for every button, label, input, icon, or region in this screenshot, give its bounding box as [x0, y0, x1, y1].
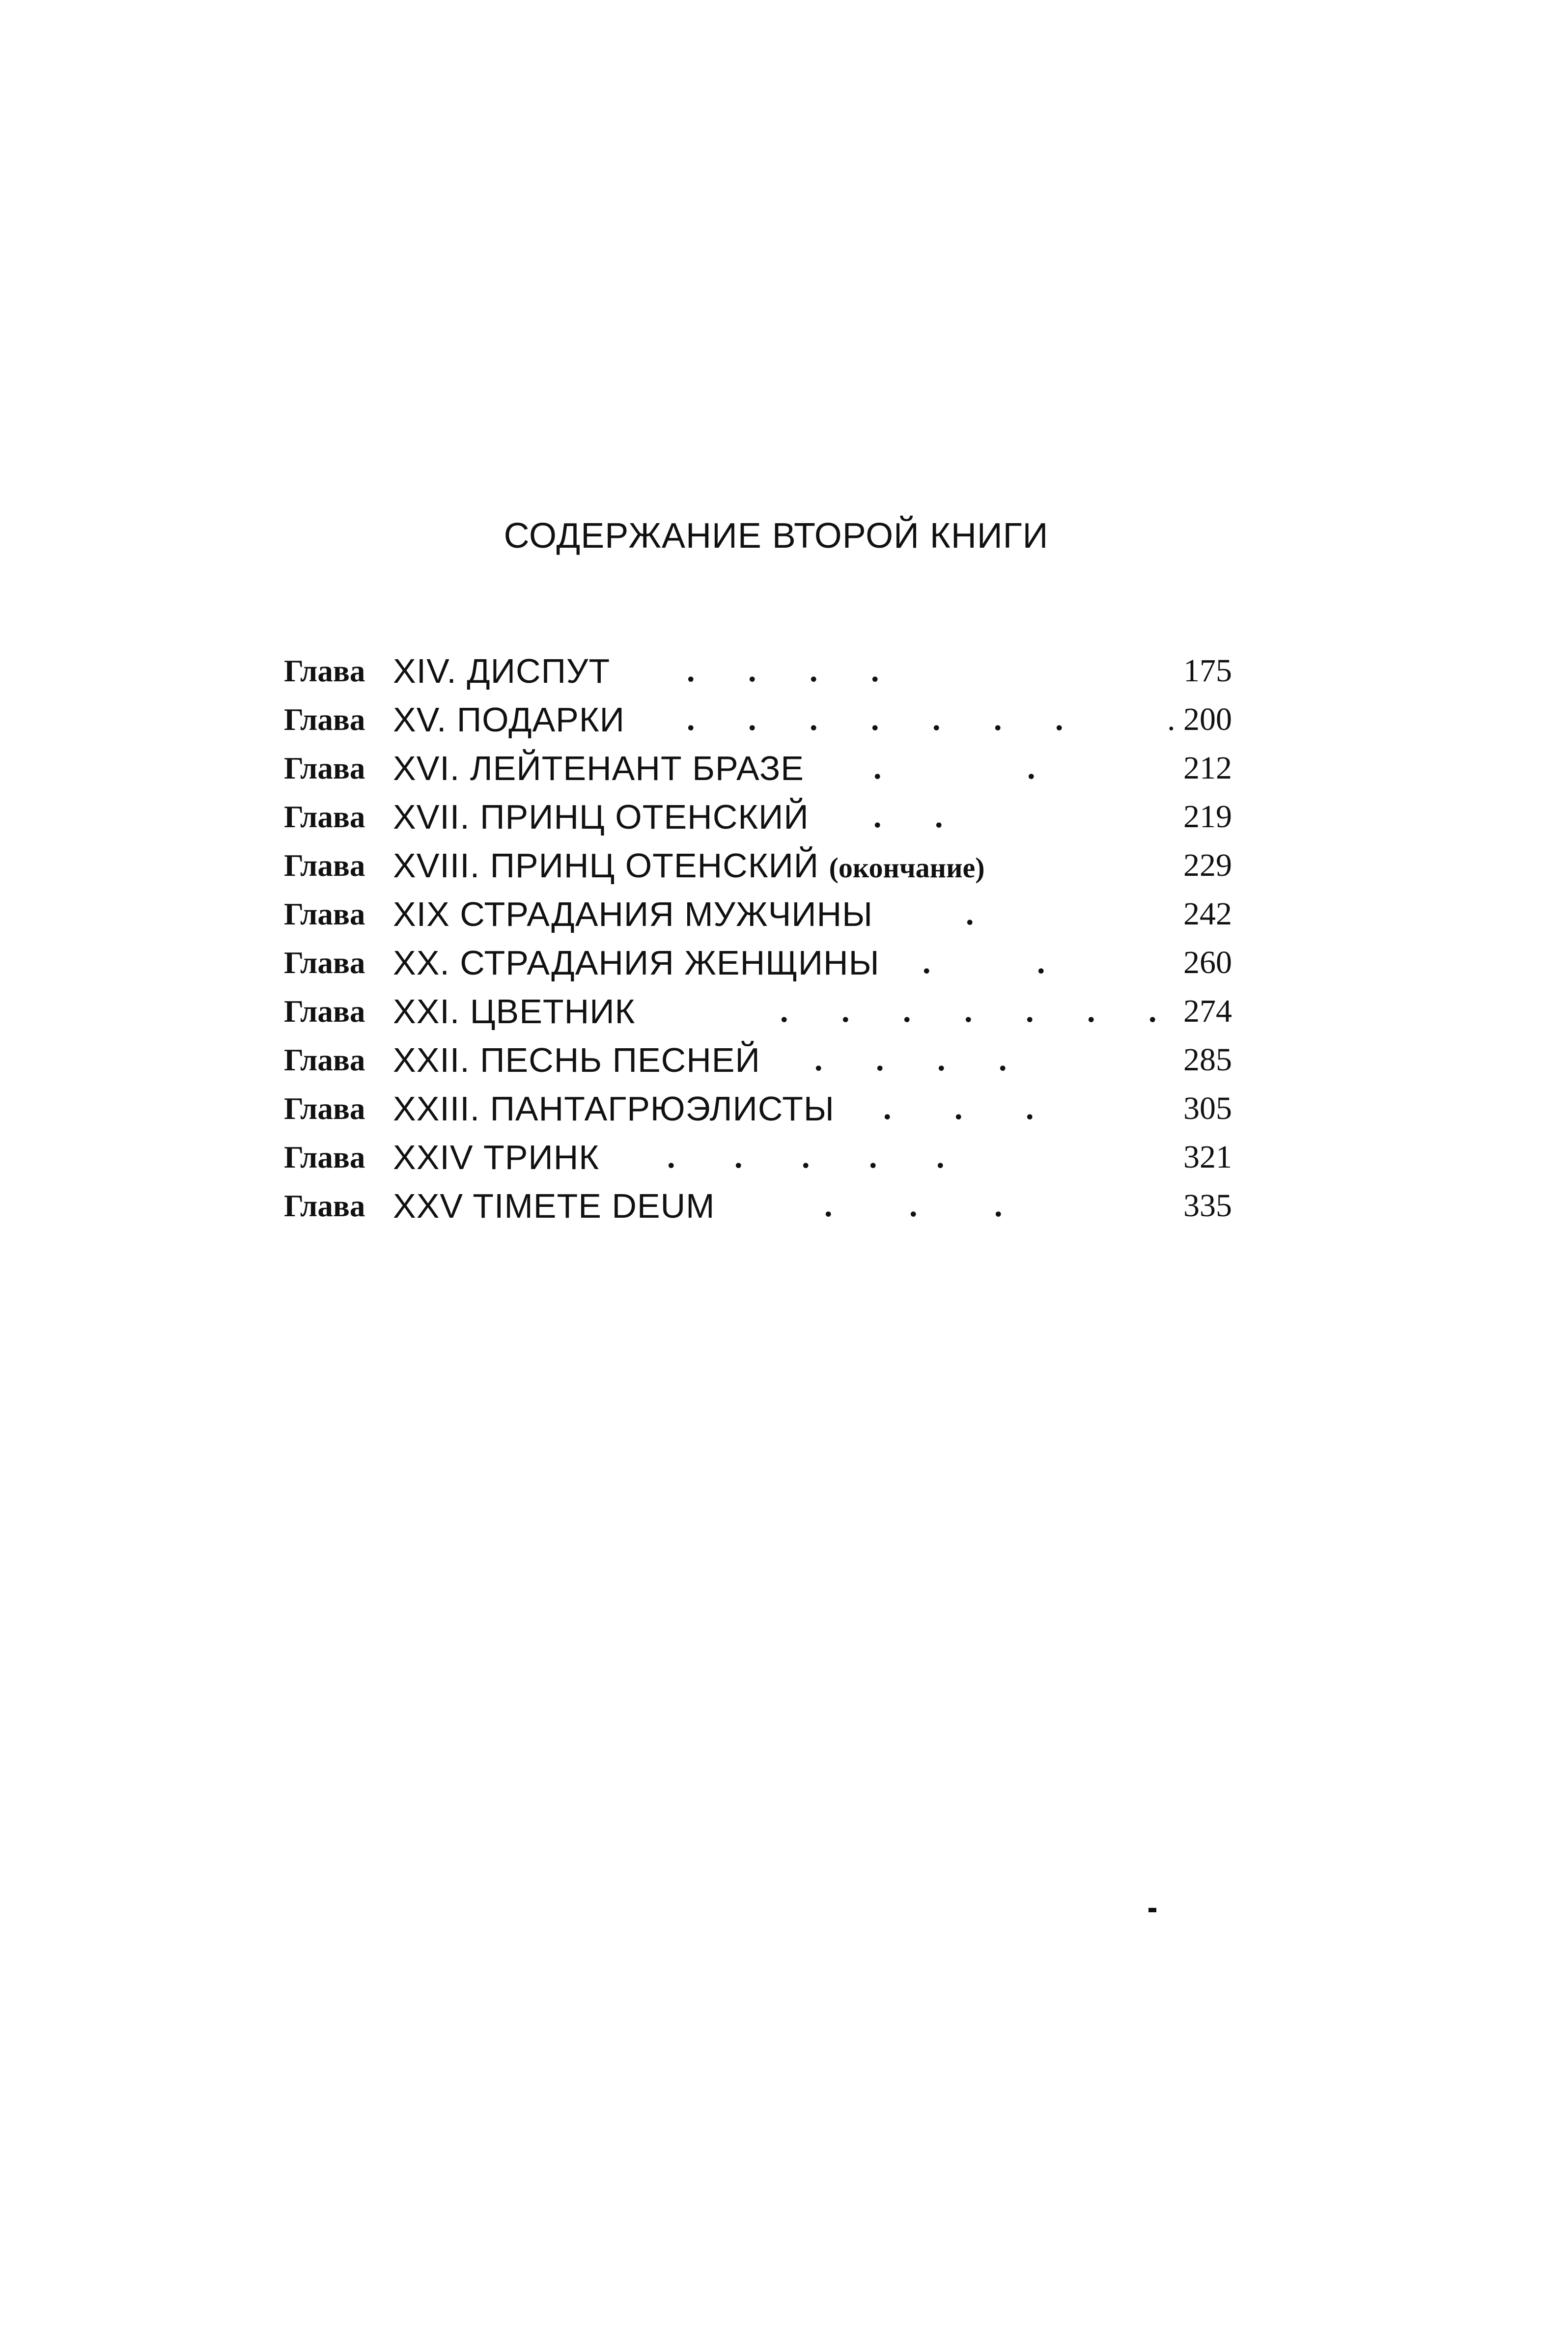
chapter-title — [393, 846, 985, 888]
chapter-title: XXV TIMETE DEUM — [393, 1187, 715, 1225]
dot-leader: . . . . — [814, 1042, 1030, 1078]
chapter-title: XX. СТРАДАНИЯ ЖЕНЩИНЫ — [393, 944, 880, 982]
dot-leader: . . . — [824, 1188, 1037, 1224]
chapter-prefix: Глава — [284, 848, 365, 883]
toc-entry — [284, 894, 1232, 943]
page-number: 219 — [1183, 799, 1232, 835]
chapter-prefix: Глава — [284, 1189, 365, 1223]
page-number: 242 — [1183, 896, 1232, 932]
dot-leader: . . . . — [687, 653, 902, 689]
dot-leader: . . — [873, 750, 1104, 786]
toc-title: СОДЕРЖАНИЕ ВТОРОЙ КНИГИ — [504, 516, 1049, 556]
page-number: . 200 — [1167, 701, 1232, 737]
toc-entry — [284, 749, 1232, 797]
chapter-title: XVII. ПРИНЦ ОТЕНСКИЙ — [393, 798, 809, 836]
page-number: 229 — [1183, 847, 1232, 883]
toc-entry — [284, 651, 1232, 700]
dot-leader: . . . . . . . — [687, 701, 1086, 737]
chapter-title-suffix: (окончание) — [829, 852, 985, 884]
page-number: 260 — [1183, 945, 1232, 980]
chapter-prefix: Глава — [284, 994, 365, 1029]
print-mark — [1148, 1908, 1156, 1912]
page-number: 305 — [1183, 1090, 1232, 1126]
chapter-prefix: Глава — [284, 1140, 365, 1174]
chapter-title: XXIII. ПАНТАГРЮЭЛИСТЫ — [393, 1089, 835, 1128]
chapter-prefix: Глава — [284, 897, 365, 931]
toc-entry — [284, 846, 1232, 894]
chapter-title: XIX СТРАДАНИЯ МУЖЧИНЫ — [393, 895, 873, 933]
page-number: 212 — [1183, 750, 1232, 786]
chapter-title: XXI. ЦВЕТНИК — [393, 992, 636, 1031]
page-number: 285 — [1183, 1042, 1232, 1078]
chapter-title-text: XVIII. ПРИНЦ ОТЕНСКИЙ — [393, 846, 829, 885]
dot-leader: . . — [873, 799, 966, 835]
chapter-prefix: Глава — [284, 702, 365, 737]
chapter-prefix: Глава — [284, 1091, 365, 1126]
toc-entry — [284, 1186, 1232, 1235]
page-number: 335 — [1183, 1188, 1232, 1224]
toc-entry — [284, 943, 1232, 992]
chapter-title: XV. ПОДАРКИ — [393, 700, 625, 739]
toc-entry — [284, 992, 1232, 1040]
chapter-title: XIV. ДИСПУТ — [393, 652, 611, 690]
dot-leader: . . . . . . . — [780, 993, 1179, 1029]
dot-leader: . — [966, 896, 997, 932]
toc-entry — [284, 700, 1232, 749]
dot-leader: . . . . . — [667, 1139, 970, 1175]
chapter-prefix: Глава — [284, 1043, 365, 1077]
toc-entry — [284, 1089, 1232, 1138]
toc-entry — [284, 797, 1232, 846]
page-number: 321 — [1183, 1139, 1232, 1175]
chapter-prefix: Глава — [284, 946, 365, 980]
toc-entry — [284, 1040, 1232, 1089]
chapter-title: XXII. ПЕСНЬ ПЕСНЕЙ — [393, 1041, 760, 1079]
chapter-prefix: Глава — [284, 751, 365, 785]
toc-entry — [284, 1138, 1232, 1186]
dot-leader: . . . — [883, 1090, 1062, 1126]
toc-list — [284, 651, 1232, 1235]
page-number: 274 — [1183, 993, 1232, 1029]
chapter-prefix: Глава — [284, 654, 365, 688]
page-number: 175 — [1183, 653, 1232, 689]
chapter-title: XXIV ТРИНК — [393, 1138, 600, 1176]
chapter-prefix: Глава — [284, 800, 365, 834]
dot-leader: . . — [923, 945, 1094, 980]
chapter-title: XVI. ЛЕЙТЕНАНТ БРАЗЕ — [393, 749, 804, 787]
